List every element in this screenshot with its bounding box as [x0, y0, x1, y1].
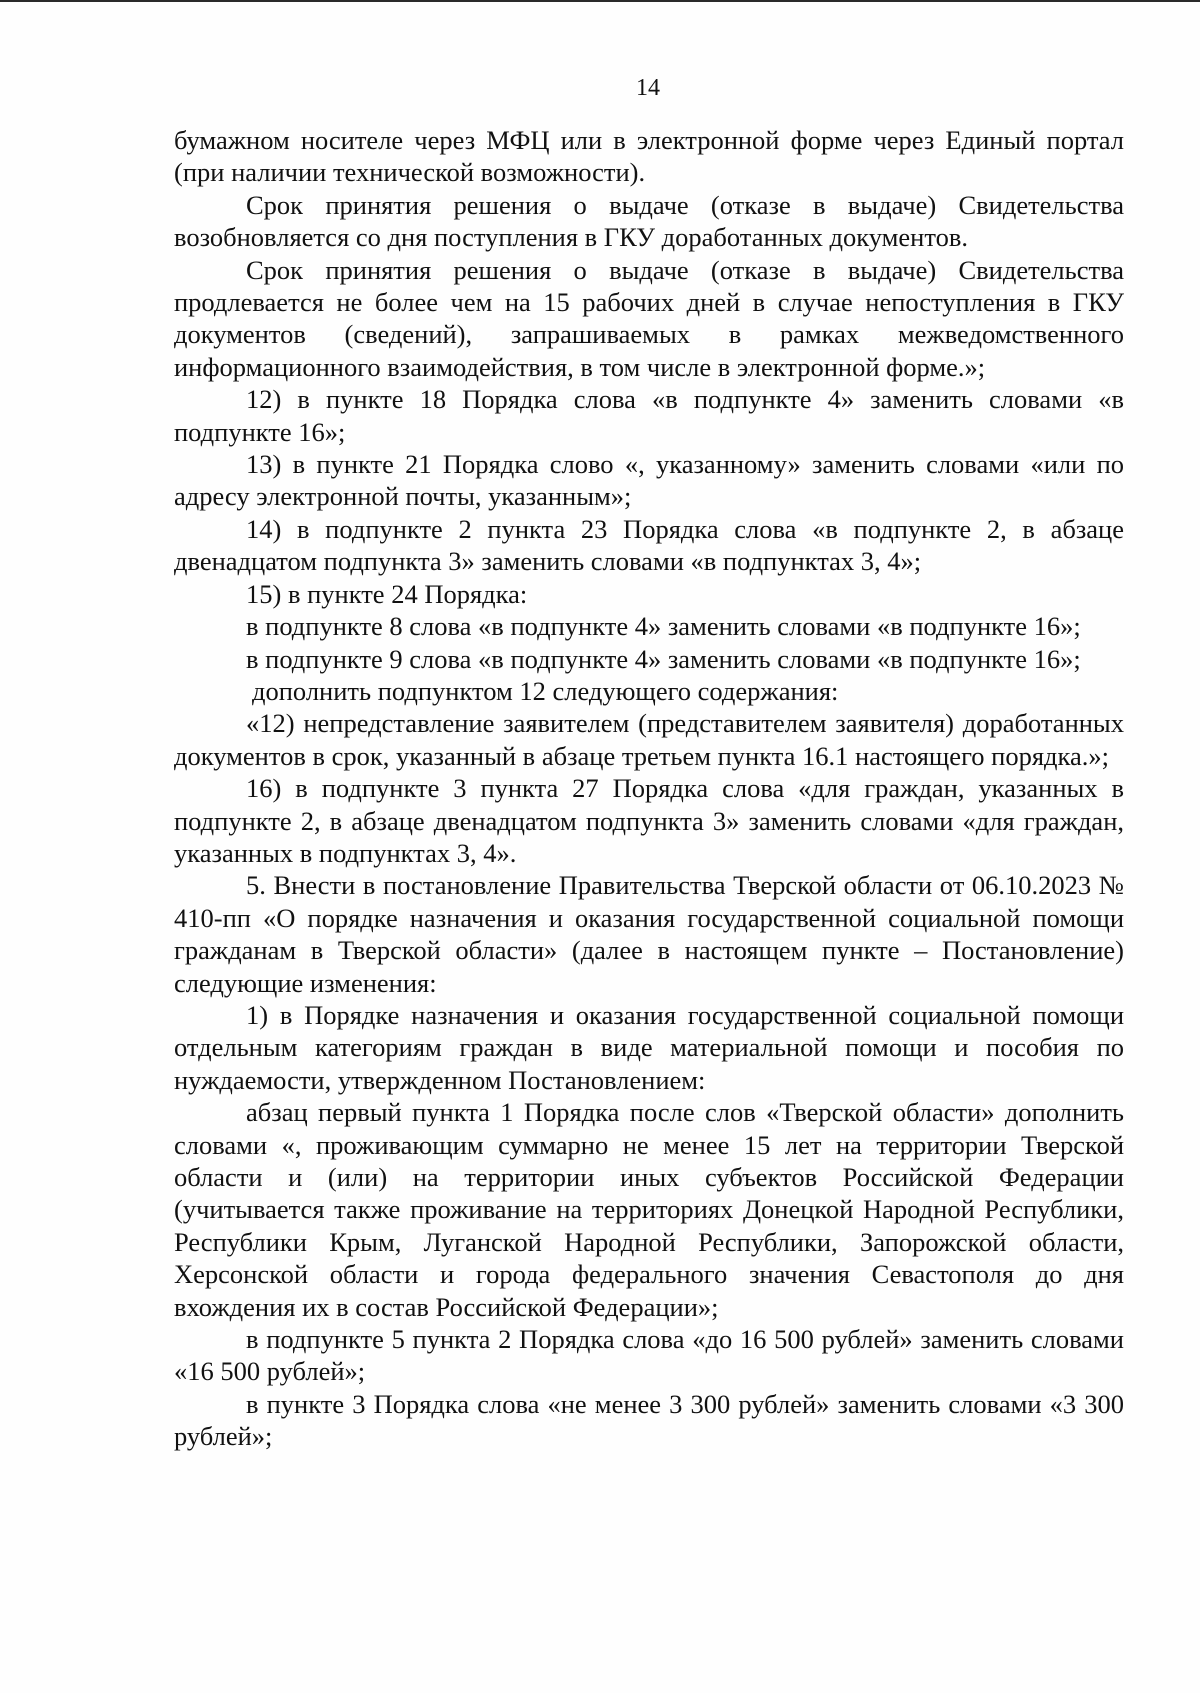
paragraph: абзац первый пункта 1 Порядка после слов «Тверской области» дополнить словами «, проживающим суммарно не менее 15 лет на территории Тверской области и (или) на территории иных субъектов Российской Федерации (учитывается также проживание на территориях Донецкой Народной Республики, Республики Крым, Луганской Народной Республики, Запорожской области, Херсонской области и города федерального значения Севастополя до дня вхождения их в состав Российской Федерации»;	[174, 1097, 1124, 1322]
paragraph: Срок принятия решения о выдаче (отказе в выдаче) Свидетельства возобновляется со дня поступления в ГКУ доработанных документов.	[174, 189, 1124, 253]
paragraph: бумажном носителе через МФЦ или в электронной форме через Единый портал (при наличии технической возможности).	[174, 125, 1124, 188]
paragraph: «12) непредставление заявителем (представителем заявителя) доработанных документов в срок, указанный в абзаце третьем пункта 16.1 настоящего порядка.»;	[174, 708, 1124, 771]
paragraph: 13) в пункте 21 Порядка слово «, указанному» заменить словами «или по адресу электронной почты, указанным»;	[174, 449, 1124, 512]
paragraph: в пункте 3 Порядка слова «не менее 3 300 рублей» заменить словами «3 300 рублей»;	[174, 1388, 1124, 1452]
paragraph: 16) в подпункте 3 пункта 27 Порядка слова «для граждан, указанных в подпункте 2, в абзаце двенадцатом подпункта 3» заменить словами «для граждан, указанных в подпунктах 3, 4».	[174, 773, 1124, 868]
paragraph: в подпункте 5 пункта 2 Порядка слова «до 16 500 рублей» заменить словами «16 500 рублей»;	[174, 1324, 1124, 1387]
page-number: 14	[636, 75, 660, 101]
paragraph: 12) в пункте 18 Порядка слова «в подпункте 4» заменить словами «в подпункте 16»;	[174, 384, 1124, 447]
paragraph: 14) в подпункте 2 пункта 23 Порядка слова «в подпункте 2, в абзаце двенадцатом подпункта 3» заменить словами «в подпунктах 3, 4»;	[174, 513, 1124, 577]
paragraph: Срок принятия решения о выдаче (отказе в выдаче) Свидетельства продлевается не более чем на 15 рабочих дней в случае непоступления в ГКУ документов (сведений), запрашиваемых в рамках межведомственного информационного взаимодействия, в том числе в электронной форме.»;	[174, 254, 1124, 382]
paragraph: в подпункте 9 слова «в подпункте 4» заменить словами «в подпункте 16»;	[246, 643, 1081, 674]
paragraph: 5. Внести в постановление Правительства Тверской области от 06.10.2023 № 410-пп «О порядке назначения и оказания государственной социальной помощи гражданам в Тверской области» (далее в настоящем пункте – Постановление) следующие изменения:	[174, 870, 1124, 998]
document-body	[174, 124, 1124, 1453]
paragraph: 1) в Порядке назначения и оказания государственной социальной помощи отдельным категориям граждан в виде материальной помощи и пособия по нуждаемости, утвержденном Постановлением:	[174, 999, 1124, 1095]
paragraph: 15) в пункте 24 Порядка:	[246, 578, 528, 609]
paragraph: в подпункте 8 слова «в подпункте 4» заменить словами «в подпункте 16»;	[246, 611, 1081, 642]
scan-edge	[0, 0, 1200, 2]
paragraph: дополнить подпунктом 12 следующего содержания:	[252, 675, 839, 706]
